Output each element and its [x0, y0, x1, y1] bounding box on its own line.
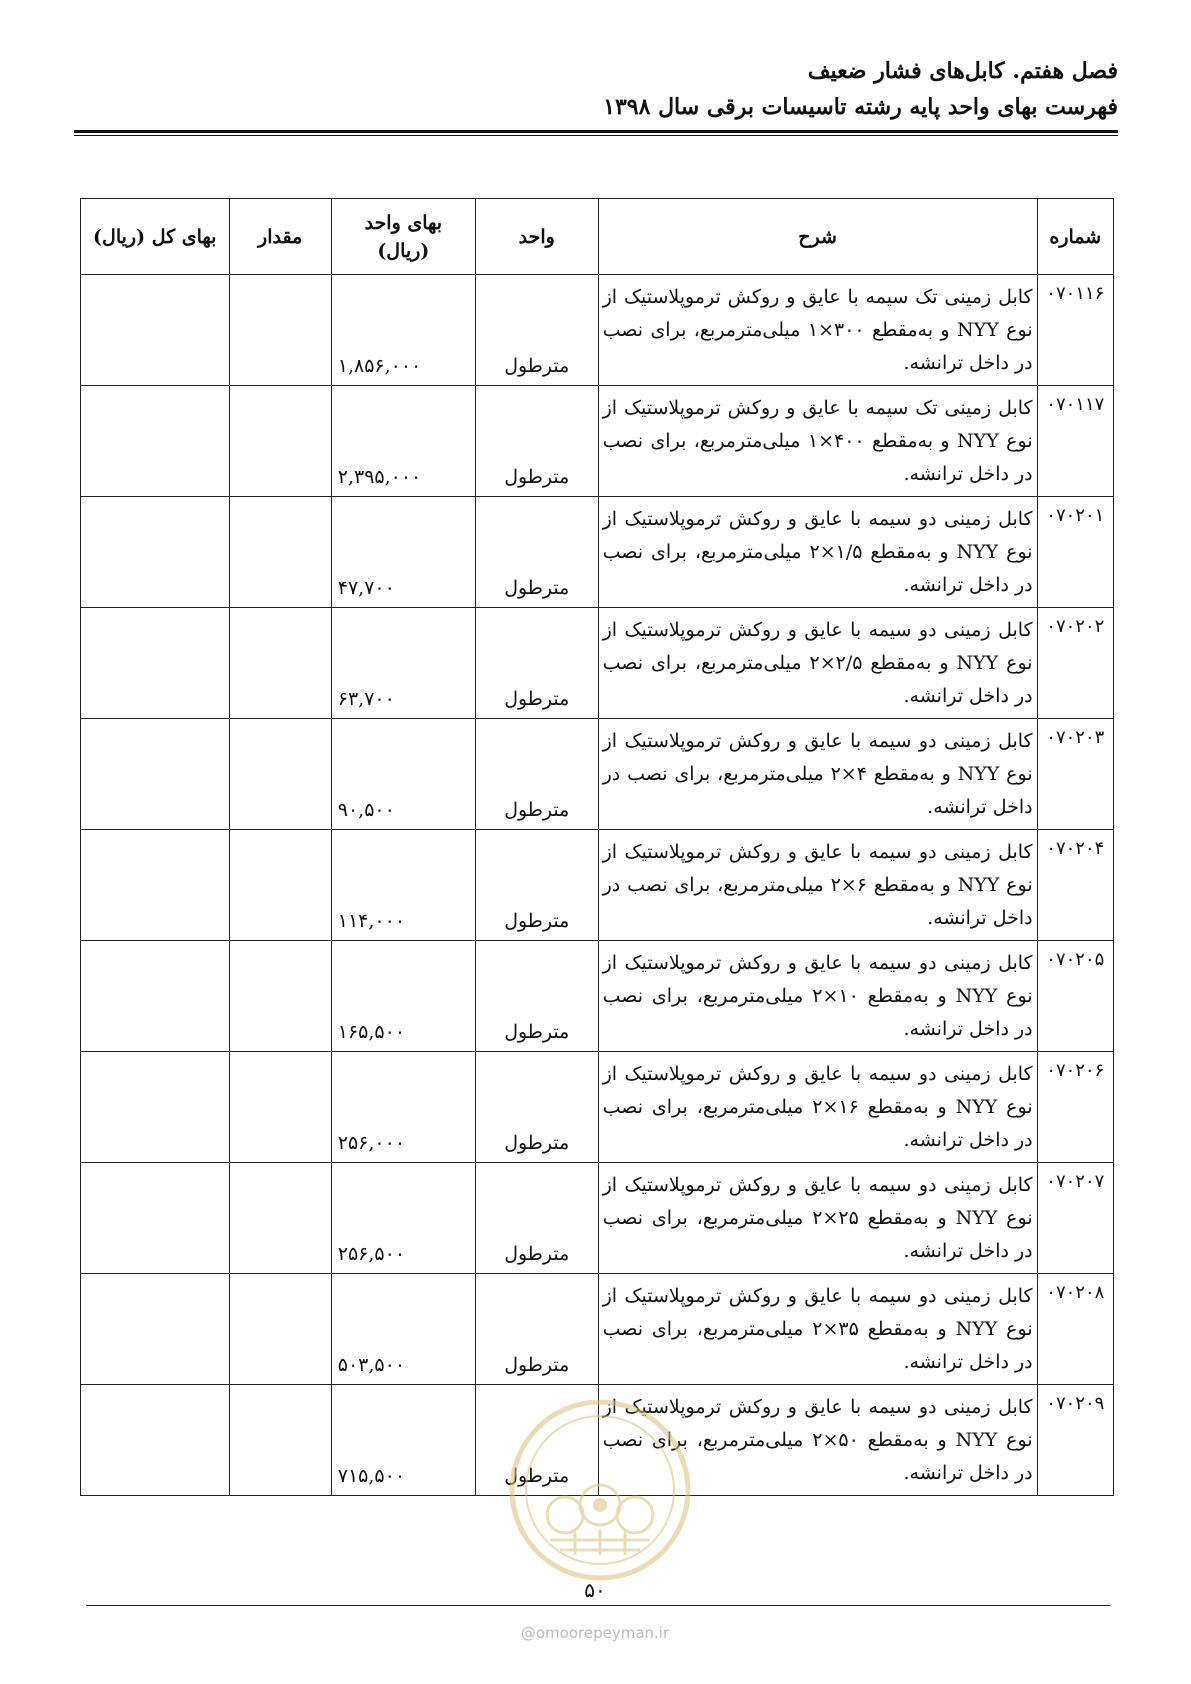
item-number: ۰۷۰۲۰۸	[1037, 1274, 1113, 1385]
item-total-price	[81, 1385, 230, 1496]
item-quantity	[229, 608, 331, 719]
item-description: کابل زمینی دو سیمه با عایق و روکش ترموپلاستیک از نوع NYY و به‌مقطع ۱۰×۲ میلی‌مترمربع، برای نصب در داخل ترانشه.	[598, 941, 1037, 1052]
item-number: ۰۷۰۱۱۷	[1037, 386, 1113, 497]
document-title: فهرست بهای واحد پایه رشته تاسیسات برقی سال ۱۳۹۸	[603, 94, 1118, 120]
item-total-price	[81, 1052, 230, 1163]
item-number: ۰۷۰۲۰۱	[1037, 497, 1113, 608]
col-quantity-header: مقدار	[229, 199, 331, 275]
item-number: ۰۷۰۲۰۴	[1037, 830, 1113, 941]
price-list-table	[80, 198, 1114, 1496]
table-row	[81, 1052, 1114, 1163]
item-unit-price: ۵۰۳,۵۰۰	[331, 1274, 475, 1385]
item-number: ۰۷۰۲۰۷	[1037, 1163, 1113, 1274]
col-description-header: شرح	[598, 199, 1037, 275]
item-unit: مترطول	[475, 1385, 598, 1496]
item-unit: مترطول	[475, 1274, 598, 1385]
item-total-price	[81, 830, 230, 941]
item-total-price	[81, 497, 230, 608]
item-unit-price: ۲,۳۹۵,۰۰۰	[331, 386, 475, 497]
item-total-price	[81, 1163, 230, 1274]
table-row	[81, 386, 1114, 497]
table-row	[81, 608, 1114, 719]
table-row	[81, 1274, 1114, 1385]
item-description: کابل زمینی دو سیمه با عایق و روکش ترموپلاستیک از نوع NYY و به‌مقطع ۲/۵×۲ میلی‌مترمربع، برای نصب در داخل ترانشه.	[598, 608, 1037, 719]
header-rule-thick	[74, 130, 1118, 133]
table-row	[81, 1163, 1114, 1274]
item-unit: مترطول	[475, 1163, 598, 1274]
table-row	[81, 830, 1114, 941]
table-row	[81, 719, 1114, 830]
item-quantity	[229, 941, 331, 1052]
item-quantity	[229, 1163, 331, 1274]
item-number: ۰۷۰۲۰۶	[1037, 1052, 1113, 1163]
table-row	[81, 275, 1114, 386]
col-unit-price-header: بهای واحد (ریال)	[331, 199, 475, 275]
item-unit-price: ۱۱۴,۰۰۰	[331, 830, 475, 941]
item-description: کابل زمینی دو سیمه با عایق و روکش ترموپلاستیک از نوع NYY و به‌مقطع ۶×۲ میلی‌مترمربع، برای نصب در داخل ترانشه.	[598, 830, 1037, 941]
item-quantity	[229, 497, 331, 608]
seal-stamp-icon	[505, 1395, 695, 1585]
item-quantity	[229, 1052, 331, 1163]
item-description: کابل زمینی دو سیمه با عایق و روکش ترموپلاستیک از نوع NYY و به‌مقطع ۱/۵×۲ میلی‌مترمربع، برای نصب در داخل ترانشه.	[598, 497, 1037, 608]
item-unit: مترطول	[475, 830, 598, 941]
item-unit-price: ۲۵۶,۵۰۰	[331, 1163, 475, 1274]
item-quantity	[229, 719, 331, 830]
item-unit-price: ۲۵۶,۰۰۰	[331, 1052, 475, 1163]
watermark-site: @omoorepeyman.ir	[520, 1624, 670, 1642]
item-unit: مترطول	[475, 386, 598, 497]
item-unit-price: ۹۰,۵۰۰	[331, 719, 475, 830]
item-number: ۰۷۰۲۰۲	[1037, 608, 1113, 719]
item-number: ۰۷۰۲۰۳	[1037, 719, 1113, 830]
col-unit-header: واحد	[475, 199, 598, 275]
item-description: کابل زمینی دو سیمه با عایق و روکش ترموپلاستیک از نوع NYY و به‌مقطع ۱۶×۲ میلی‌مترمربع، برای نصب در داخل ترانشه.	[598, 1052, 1037, 1163]
chapter-title: فصل هفتم. کابل‌های فشار ضعیف	[807, 58, 1118, 84]
item-description: کابل زمینی دو سیمه با عایق و روکش ترموپلاستیک از نوع NYY و به‌مقطع ۴×۲ میلی‌مترمربع، برای نصب در داخل ترانشه.	[598, 719, 1037, 830]
item-total-price	[81, 719, 230, 830]
item-description: کابل زمینی تک سیمه با عایق و روکش ترموپلاستیک از نوع NYY و به‌مقطع ۳۰۰×۱ میلی‌مترمربع، برای نصب در داخل ترانشه.	[598, 275, 1037, 386]
item-description: کابل زمینی دو سیمه با عایق و روکش ترموپلاستیک از نوع NYY و به‌مقطع ۵۰×۲ میلی‌مترمربع، برای نصب در داخل ترانشه.	[598, 1385, 1037, 1496]
footer-rule	[86, 1605, 1110, 1606]
item-unit: مترطول	[475, 275, 598, 386]
item-number: ۰۷۰۲۰۵	[1037, 941, 1113, 1052]
item-unit-price: ۶۳,۷۰۰	[331, 608, 475, 719]
item-unit-price: ۴۷,۷۰۰	[331, 497, 475, 608]
item-unit: مترطول	[475, 608, 598, 719]
item-quantity	[229, 1385, 331, 1496]
col-total-price-header: بهای کل (ریال)	[81, 199, 230, 275]
item-number: ۰۷۰۲۰۹	[1037, 1385, 1113, 1496]
header-rule-thin	[74, 135, 1118, 136]
item-unit: مترطول	[475, 497, 598, 608]
item-unit-price: ۷۱۵,۵۰۰	[331, 1385, 475, 1496]
item-unit: مترطول	[475, 941, 598, 1052]
item-quantity	[229, 1274, 331, 1385]
item-total-price	[81, 1274, 230, 1385]
item-unit: مترطول	[475, 719, 598, 830]
table-row	[81, 497, 1114, 608]
table-header-row	[81, 199, 1114, 275]
item-unit-price: ۱۶۵,۵۰۰	[331, 941, 475, 1052]
item-total-price	[81, 941, 230, 1052]
item-number: ۰۷۰۱۱۶	[1037, 275, 1113, 386]
page-number: ۵۰	[584, 1578, 606, 1602]
item-unit: مترطول	[475, 1052, 598, 1163]
item-quantity	[229, 275, 331, 386]
item-description: کابل زمینی تک سیمه با عایق و روکش ترموپلاستیک از نوع NYY و به‌مقطع ۴۰۰×۱ میلی‌مترمربع، برای نصب در داخل ترانشه.	[598, 386, 1037, 497]
item-description: کابل زمینی دو سیمه با عایق و روکش ترموپلاستیک از نوع NYY و به‌مقطع ۲۵×۲ میلی‌مترمربع، برای نصب در داخل ترانشه.	[598, 1163, 1037, 1274]
item-description: کابل زمینی دو سیمه با عایق و روکش ترموپلاستیک از نوع NYY و به‌مقطع ۳۵×۲ میلی‌مترمربع، برای نصب در داخل ترانشه.	[598, 1274, 1037, 1385]
page-header	[74, 56, 1118, 122]
item-quantity	[229, 830, 331, 941]
table-row	[81, 941, 1114, 1052]
item-total-price	[81, 275, 230, 386]
item-total-price	[81, 386, 230, 497]
item-total-price	[81, 608, 230, 719]
item-quantity	[229, 386, 331, 497]
col-number-header: شماره	[1037, 199, 1113, 275]
item-unit-price: ۱,۸۵۶,۰۰۰	[331, 275, 475, 386]
